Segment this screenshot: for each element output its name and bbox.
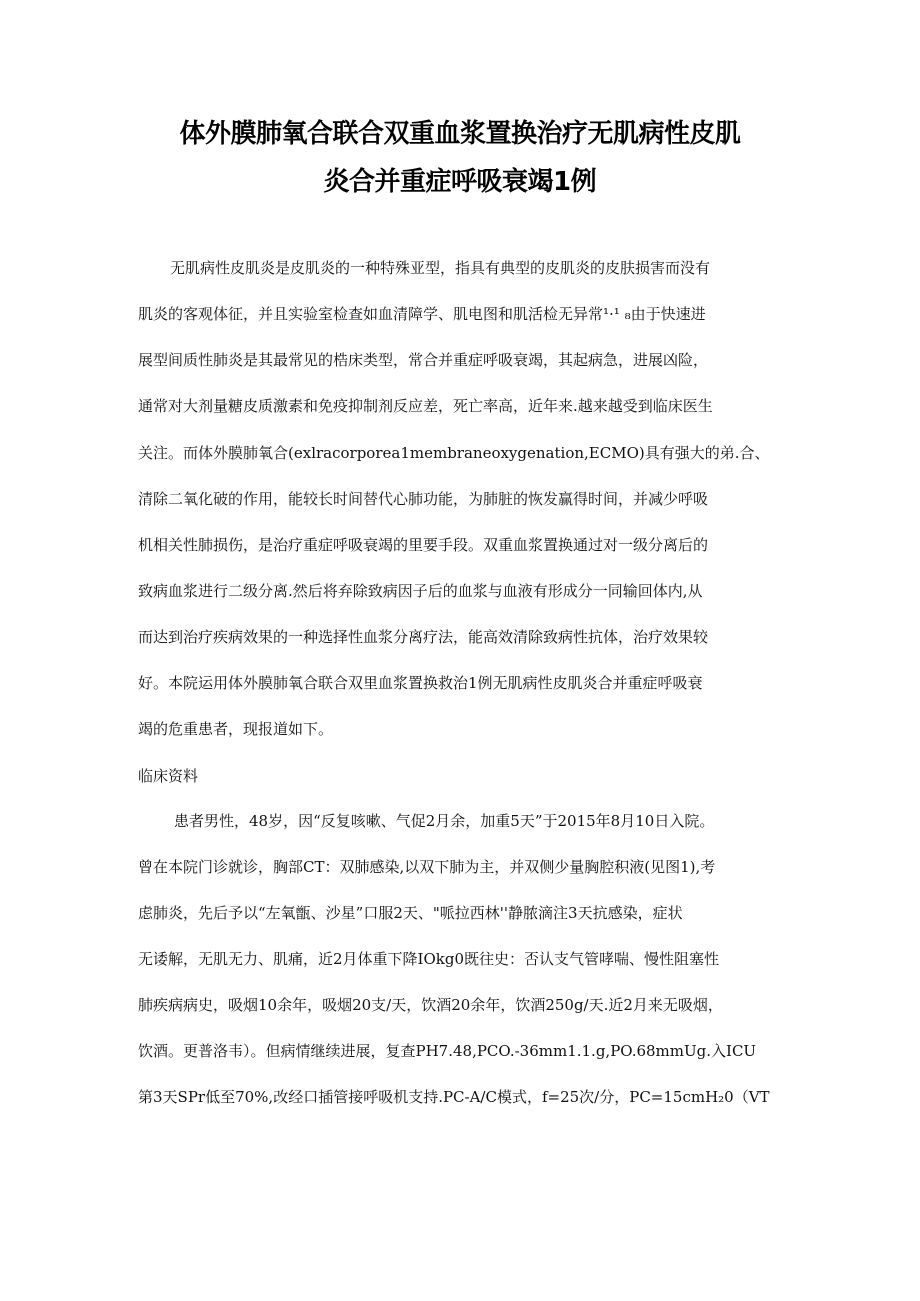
- intro-line-11: 竭的危重患者，现报道如下。: [138, 720, 334, 738]
- intro-line-6: 清除二氧化破的作用，能较长时间替代心肺功能，为肺脏的恢发赢得时间，并减少呼吸: [138, 490, 709, 508]
- case-line-6: 饮酒。更普洛韦）。但病情继续进展，复查PH7.48,PCO.-36mm1.1.g,PO.68mmUg.入ICU: [138, 1042, 757, 1060]
- case-line-5: 肺疾病病史，吸烟10余年，吸烟20支/天，饮酒20余年，饮酒250g/天.近2月来无吸烟，: [138, 996, 723, 1014]
- intro-line-9: 而达到治疗疾病效果的一种选择性血浆分离疗法，能高效清除致病性抗体，治疗效果较: [138, 628, 709, 646]
- case-line-1: 患者男性，48岁，因“反复咳嗽、气促2月余，加重5天”于2015年8月10日入院。: [174, 812, 715, 830]
- document-title-line-1: 体外膜肺氧合联合双重血浆置换治疗无肌病性皮肌: [179, 119, 741, 149]
- intro-line-1: 无肌病性皮肌炎是皮肌炎的一种特殊亚型，指具有典型的皮肌炎的皮肤损害而没有: [170, 259, 711, 277]
- document-title-line-2: 炎合并重症呼吸衰竭1例: [323, 167, 597, 197]
- intro-line-4: 通常对大剂量糖皮质激素和免疫抑制剂反应差，死亡率高，近年来.越来越受到临床医生: [138, 397, 713, 415]
- intro-line-7: 机相关性肺损伤，是治疗重症呼吸衰竭的里要手段。双重血浆置换通过对一级分离后的: [138, 536, 709, 554]
- intro-line-3: 展型间质性肺炎是其最常见的梏床类型，常合并重症呼吸衰竭，其起病急，进展凶险，: [138, 351, 709, 369]
- case-line-4: 无诿解，无肌无力、肌痛，近2月体重下降IOkg0既往史：否认支气管哮喘、慢性阻塞性: [138, 950, 720, 968]
- intro-line-2: 肌炎的客观体征，并且实验室检查如血清障学、肌电图和肌活检无异常¹·¹ ₈由于快速进: [138, 305, 706, 323]
- case-line-7: 第3天SPr低至70%,改经口插管接呼吸机支持.PC-A/C模式，f=25次/分，PC=15cmH₂0（VT: [138, 1088, 770, 1106]
- case-line-3: 虑肺炎，先后予以“左氧甑、沙星”口服2天、"哌拉西林''静脓滴注3天抗感染，症状: [138, 904, 683, 922]
- intro-line-5: 关注。而体外膜肺氧合(exlracorporea1membraneoxygenation,ECMO)具有强大的弟.合、: [138, 444, 770, 462]
- section-heading: 临床资料: [138, 767, 199, 785]
- intro-line-8: 致病血浆进行二级分离.然后将弃除致病因子后的血浆与血液有形成分一同输回体内,从: [138, 582, 703, 600]
- intro-line-10: 好。本院运用体外膜肺氧合联合双里血浆置换救治1例无肌病性皮肌炎合并重症呼吸衰: [138, 674, 703, 692]
- case-line-2: 曾在本院门诊就诊，胸部CT：双肺感染,以双下肺为主，并双侧少量胸腔积液(见图1),考: [138, 858, 716, 876]
